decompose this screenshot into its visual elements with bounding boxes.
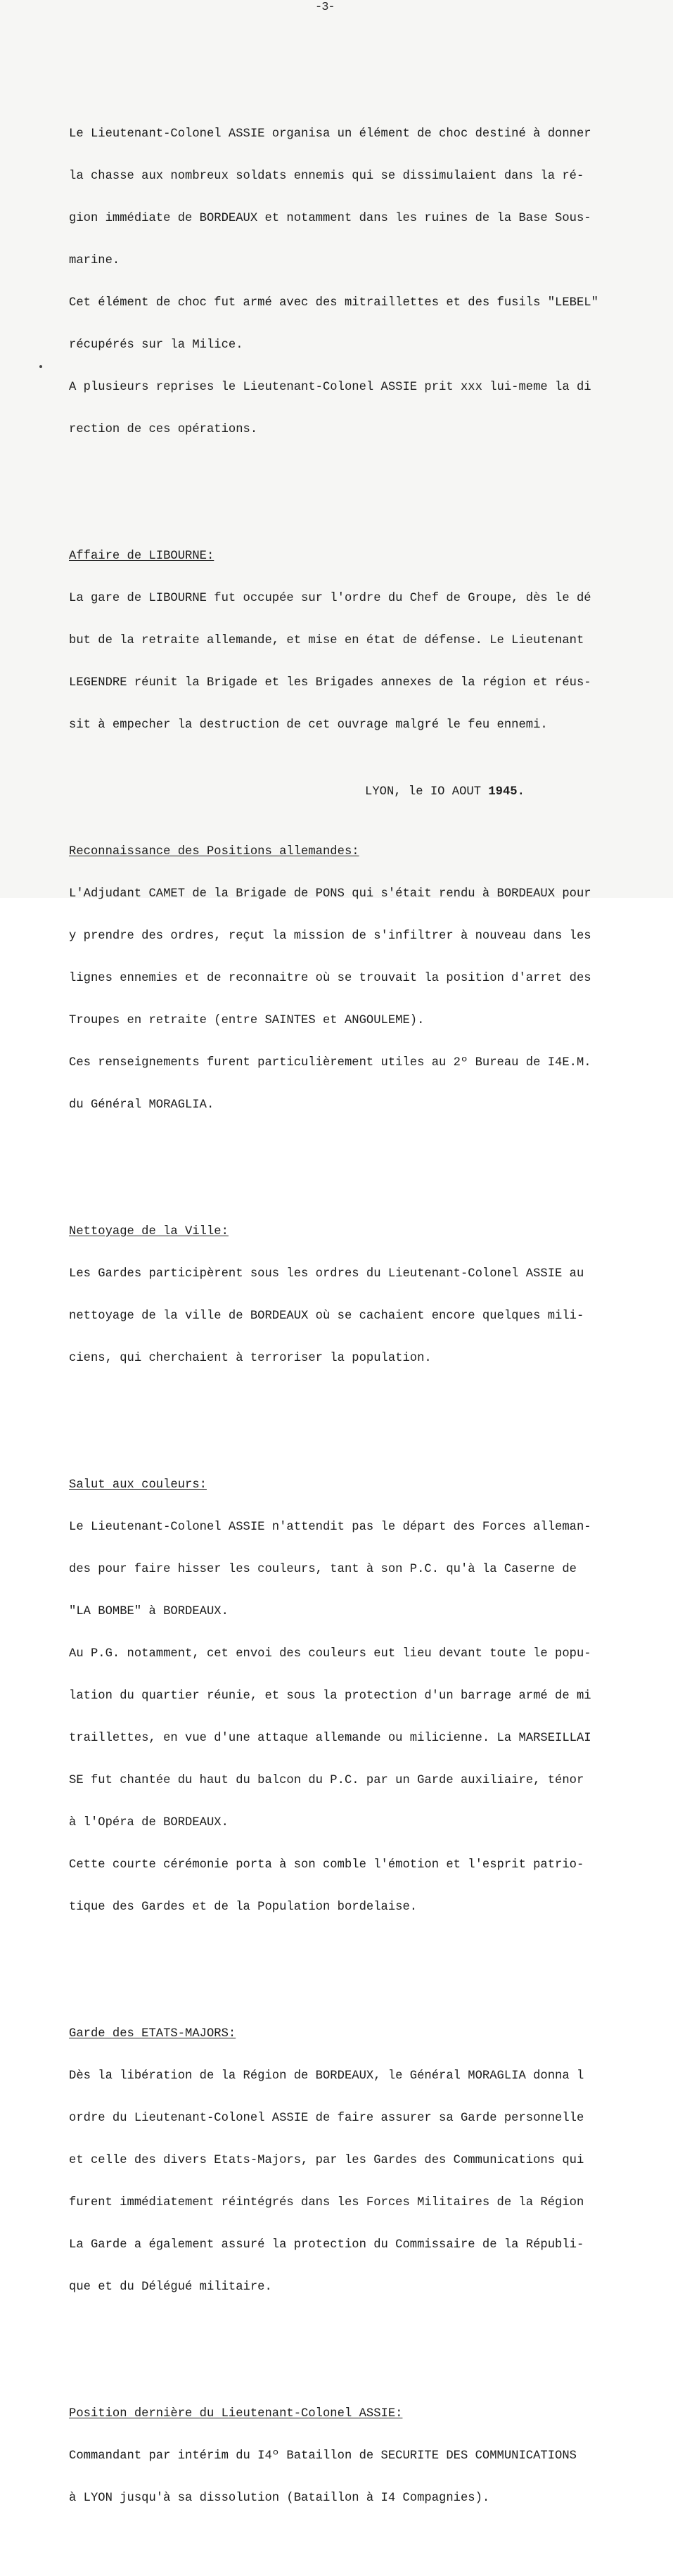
section-heading: Salut aux couleurs: [69,1478,207,1492]
section-heading: Nettoyage de la Ville: [69,1225,229,1238]
page-number: -3- [315,1,335,14]
text-line: marine. [69,254,120,267]
text-line: A plusieurs reprises le Lieutenant-Colonel ASSIE prit xxx lui-meme la di [69,381,591,394]
text-line: SE fut chantée du haut du balcon du P.C. par un Garde auxiliaire, ténor [69,1774,584,1787]
section-salut [69,1450,673,1943]
text-line: à l'Opéra de BORDEAUX. [69,1816,229,1829]
text-line: lignes ennemies et de reconnaitre où se trouvait la position d'arret des [69,972,591,985]
text-line: Ces renseignements furent particulièrement utiles au 2º Bureau de I4E.M. [69,1056,591,1070]
section-nettoyage [69,1197,673,1394]
section-libourne [69,521,673,761]
section-etats-majors [69,1999,673,2323]
text-line: nettoyage de la ville de BORDEAUX où se cachaient encore quelques mili- [69,1309,584,1323]
text-line: Cet élément de choc fut armé avec des mitraillettes et des fusils "LEBEL" [69,296,598,310]
text-line: furent immédiatement réintégrés dans les Forces Militaires de la Région [69,2196,584,2209]
text-line: Au P.G. notamment, cet envoi des couleurs eut lieu devant toute le popu- [69,1647,591,1661]
signature-year: 1945. [488,785,525,799]
text-line: la chasse aux nombreux soldats ennemis qui se dissimulaient dans la ré- [69,170,584,183]
text-line: ciens, qui cherchaient à terroriser la population. [69,1352,432,1365]
signature-line [365,785,525,799]
text-line: traillettes, en vue d'une attaque allemande ou milicienne. La MARSEILLAI [69,1732,591,1745]
text-line: à LYON jusqu'à sa dissolution (Bataillon à I4 Compagnies). [69,2492,490,2505]
text-line: LEGENDRE réunit la Brigade et les Brigades annexes de la région et réus- [69,676,591,690]
ink-dot [39,365,42,368]
text-line: but de la retraite allemande, et mise en état de défense. Le Lieutenant [69,634,584,647]
text-line: y prendre des ordres, reçut la mission de s'infiltrer à nouveau dans les [69,929,591,943]
section-heading: Garde des ETATS-MAJORS: [69,2027,236,2041]
text-line: Troupes en retraite (entre SAINTES et ANGOULEME). [69,1014,425,1027]
text-line: L'Adjudant CAMET de la Brigade de PONS qui s'était rendu à BORDEAUX pour [69,887,591,901]
section-heading: Affaire de LIBOURNE: [69,550,214,563]
section-intro [69,99,673,465]
text-line: Le Lieutenant-Colonel ASSIE n'attendit pas le départ des Forces alleman- [69,1521,591,1534]
text-line: Commandant par intérim du I4º Bataillon de SECURITE DES COMMUNICATIONS [69,2449,577,2463]
text-line: "LA BOMBE" à BORDEAUX. [69,1605,229,1618]
text-line: et celle des divers Etats-Majors, par les Gardes des Communications qui [69,2154,584,2167]
text-line: récupérés sur la Milice. [69,338,243,352]
text-line: que et du Délégué militaire. [69,2280,272,2294]
section-heading: Reconnaissance des Positions allemandes: [69,845,359,858]
text-line: La gare de LIBOURNE fut occupée sur l'ordre du Chef de Groupe, dès le dé [69,592,591,605]
text-line: ordre du Lieutenant-Colonel ASSIE de faire assurer sa Garde personnelle [69,2112,584,2125]
text-line: sit à empecher la destruction de cet ouvrage malgré le feu ennemi. [69,718,548,732]
text-line: La Garde a également assuré la protection du Commissaire de la Républi- [69,2238,584,2252]
section-reconnaissance [69,817,673,1141]
text-line: Le Lieutenant-Colonel ASSIE organisa un élément de choc destiné à donner [69,127,591,141]
text-line: du Général MORAGLIA. [69,1098,214,1112]
text-line: lation du quartier réunie, et sous la protection d'un barrage armé de mi [69,1689,591,1703]
document-body [69,57,673,2576]
signature-place-date: LYON, le IO AOUT [365,785,489,799]
section-position-derniere [69,2379,673,2534]
text-line: Les Gardes participèrent sous les ordres du Lieutenant-Colonel ASSIE au [69,1267,584,1281]
text-line: tique des Gardes et de la Population bordelaise. [69,1901,418,1914]
text-line: des pour faire hisser les couleurs, tant à son P.C. qu'à la Caserne de [69,1563,577,1576]
text-line: Dès la libération de la Région de BORDEAUX, le Général MORAGLIA donna l [69,2069,584,2083]
section-heading: Position dernière du Lieutenant-Colonel ASSIE: [69,2407,403,2420]
text-line: Cette courte cérémonie porta à son comble l'émotion et l'esprit patrio- [69,1858,584,1872]
text-line: rection de ces opérations. [69,423,258,436]
text-line: gion immédiate de BORDEAUX et notamment dans les ruines de la Base Sous- [69,212,591,225]
